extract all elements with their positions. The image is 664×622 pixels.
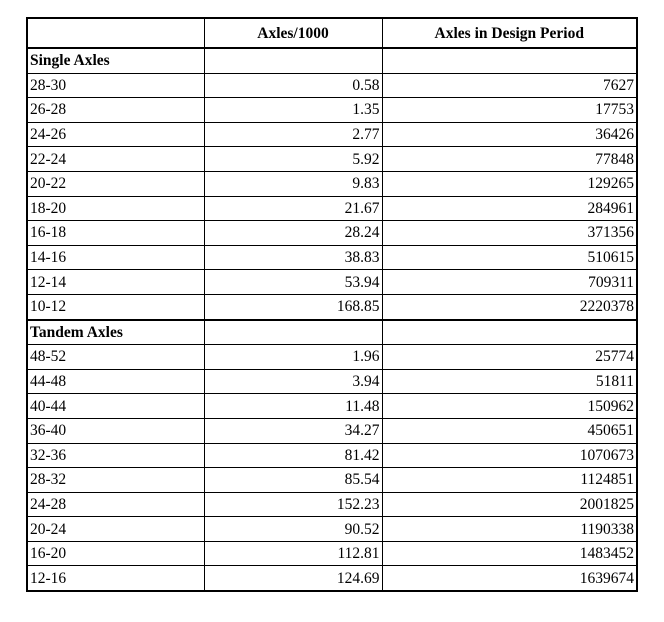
axles-per-1000-cell: 90.52 bbox=[204, 517, 382, 542]
axles-per-1000-cell: 112.81 bbox=[204, 541, 382, 566]
table-row bbox=[27, 73, 637, 98]
axles-design-period-cell: 7627 bbox=[382, 73, 637, 98]
empty-cell bbox=[204, 48, 382, 73]
section-header-row bbox=[27, 320, 637, 345]
axle-load-range-cell: 40-44 bbox=[27, 394, 204, 419]
section-title: Single Axles bbox=[27, 48, 204, 73]
axle-load-range-cell: 22-24 bbox=[27, 147, 204, 172]
table-body bbox=[27, 48, 637, 591]
axles-design-period-cell: 510615 bbox=[382, 245, 637, 270]
axles-per-1000-cell: 85.54 bbox=[204, 468, 382, 493]
axles-design-period-cell: 1070673 bbox=[382, 443, 637, 468]
axles-design-period-cell: 1124851 bbox=[382, 468, 637, 493]
header-axle-load bbox=[27, 18, 204, 48]
axle-load-table-container bbox=[26, 17, 636, 592]
axles-design-period-cell: 17753 bbox=[382, 98, 637, 123]
axles-design-period-cell: 77848 bbox=[382, 147, 637, 172]
table-row bbox=[27, 492, 637, 517]
table-row bbox=[27, 517, 637, 542]
table-row bbox=[27, 196, 637, 221]
table-row bbox=[27, 294, 637, 319]
axle-load-range-cell: 16-20 bbox=[27, 541, 204, 566]
axle-load-range-cell: 24-26 bbox=[27, 122, 204, 147]
axles-per-1000-cell: 21.67 bbox=[204, 196, 382, 221]
section-title: Tandem Axles bbox=[27, 320, 204, 345]
table-row bbox=[27, 443, 637, 468]
axles-per-1000-cell: 34.27 bbox=[204, 418, 382, 443]
axle-load-table bbox=[26, 17, 638, 592]
axles-per-1000-cell: 1.96 bbox=[204, 345, 382, 370]
empty-cell bbox=[204, 320, 382, 345]
axle-load-range-cell: 28-32 bbox=[27, 468, 204, 493]
empty-cell bbox=[382, 320, 637, 345]
axles-design-period-cell: 709311 bbox=[382, 270, 637, 295]
axles-per-1000-cell: 53.94 bbox=[204, 270, 382, 295]
axles-per-1000-cell: 81.42 bbox=[204, 443, 382, 468]
table-row bbox=[27, 369, 637, 394]
axles-per-1000-cell: 5.92 bbox=[204, 147, 382, 172]
table-row bbox=[27, 270, 637, 295]
axles-design-period-cell: 129265 bbox=[382, 171, 637, 196]
axles-per-1000-cell: 168.85 bbox=[204, 294, 382, 319]
axle-load-range-cell: 20-22 bbox=[27, 171, 204, 196]
table-row bbox=[27, 221, 637, 246]
table-row bbox=[27, 147, 637, 172]
axles-per-1000-cell: 11.48 bbox=[204, 394, 382, 419]
axles-per-1000-cell: 2.77 bbox=[204, 122, 382, 147]
table-row bbox=[27, 541, 637, 566]
axle-load-range-cell: 16-18 bbox=[27, 221, 204, 246]
axles-design-period-cell: 371356 bbox=[382, 221, 637, 246]
section-header-row bbox=[27, 48, 637, 73]
axles-per-1000-cell: 152.23 bbox=[204, 492, 382, 517]
table-row bbox=[27, 345, 637, 370]
axle-load-range-cell: 26-28 bbox=[27, 98, 204, 123]
header-row bbox=[27, 18, 637, 48]
axle-load-range-cell: 10-12 bbox=[27, 294, 204, 319]
axles-design-period-cell: 2220378 bbox=[382, 294, 637, 319]
axle-load-range-cell: 44-48 bbox=[27, 369, 204, 394]
axles-design-period-cell: 284961 bbox=[382, 196, 637, 221]
axle-load-range-cell: 48-52 bbox=[27, 345, 204, 370]
axle-load-range-cell: 12-16 bbox=[27, 566, 204, 591]
axles-per-1000-cell: 38.83 bbox=[204, 245, 382, 270]
axle-load-range-cell: 36-40 bbox=[27, 418, 204, 443]
table-row bbox=[27, 98, 637, 123]
table-row bbox=[27, 394, 637, 419]
empty-cell bbox=[382, 48, 637, 73]
axles-design-period-cell: 1483452 bbox=[382, 541, 637, 566]
axles-per-1000-cell: 9.83 bbox=[204, 171, 382, 196]
axles-per-1000-cell: 1.35 bbox=[204, 98, 382, 123]
axle-load-range-cell: 24-28 bbox=[27, 492, 204, 517]
axles-design-period-cell: 25774 bbox=[382, 345, 637, 370]
header-axles-design-period: Axles in Design Period bbox=[382, 18, 637, 48]
axles-design-period-cell: 450651 bbox=[382, 418, 637, 443]
table-row bbox=[27, 245, 637, 270]
table-row bbox=[27, 418, 637, 443]
axles-per-1000-cell: 124.69 bbox=[204, 566, 382, 591]
axle-load-range-cell: 32-36 bbox=[27, 443, 204, 468]
axle-load-range-cell: 12-14 bbox=[27, 270, 204, 295]
axles-design-period-cell: 36426 bbox=[382, 122, 637, 147]
axles-per-1000-cell: 3.94 bbox=[204, 369, 382, 394]
table-row bbox=[27, 566, 637, 591]
table-row bbox=[27, 468, 637, 493]
axles-per-1000-cell: 0.58 bbox=[204, 73, 382, 98]
axles-per-1000-cell: 28.24 bbox=[204, 221, 382, 246]
axles-design-period-cell: 1639674 bbox=[382, 566, 637, 591]
table-row bbox=[27, 122, 637, 147]
axle-load-range-cell: 14-16 bbox=[27, 245, 204, 270]
axle-load-range-cell: 28-30 bbox=[27, 73, 204, 98]
axle-load-range-cell: 20-24 bbox=[27, 517, 204, 542]
axles-design-period-cell: 1190338 bbox=[382, 517, 637, 542]
axles-design-period-cell: 2001825 bbox=[382, 492, 637, 517]
axles-design-period-cell: 150962 bbox=[382, 394, 637, 419]
axles-design-period-cell: 51811 bbox=[382, 369, 637, 394]
axle-load-range-cell: 18-20 bbox=[27, 196, 204, 221]
table-row bbox=[27, 171, 637, 196]
header-axles-per-1000: Axles/1000 bbox=[204, 18, 382, 48]
